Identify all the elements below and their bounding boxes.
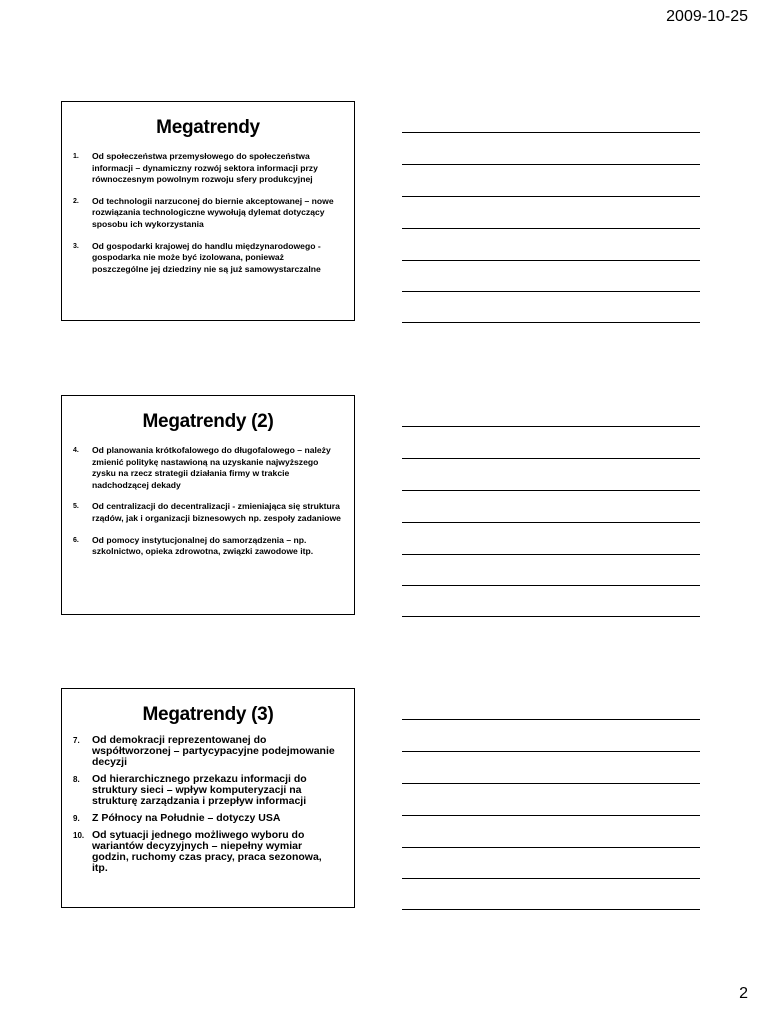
item-text: Z Północy na Południe – dotyczy USA <box>92 812 281 824</box>
item-number: 4. <box>73 447 79 454</box>
item-text: Od centralizacji do decentralizacji - zmieniająca się struktura rządów, jak i organizacji biznesowych np. zespoły zadaniowe <box>92 501 341 523</box>
note-line <box>402 815 700 816</box>
note-line <box>402 322 700 323</box>
print-date: 2009-10-25 <box>666 8 748 25</box>
list-item <box>62 501 354 524</box>
slide-thumbnail-1 <box>61 101 355 321</box>
item-number: 6. <box>73 536 79 544</box>
note-line <box>402 490 700 491</box>
list-item <box>62 196 354 231</box>
note-line <box>402 228 700 229</box>
item-number: 2. <box>73 197 79 205</box>
note-line <box>402 458 700 459</box>
item-text: Od społeczeństwa przemysłowego do społeczeństwa informacji – dynamiczny rozwój sektora informacji przy równoczesnym powolnym rozwoju sfery produkcyjnej <box>92 151 318 185</box>
item-number: 8. <box>73 775 80 784</box>
slide-title: Megatrendy (2) <box>142 411 274 432</box>
slide-thumbnail-3 <box>61 688 355 908</box>
item-text: Od hierarchicznego przekazu informacji do struktury sieci – wpływ komputeryzacji na strukturę zarządzania i przepływ informacji <box>92 773 307 807</box>
slide-list <box>62 151 354 275</box>
note-line <box>402 291 700 292</box>
item-text: Od sytuacji jednego możliwego wyboru do wariantów decyzyjnych – niepełny wymiar godzin, ruchomy czas pracy, praca sezonowa, itp. <box>92 829 322 874</box>
page-number: 2 <box>739 985 748 1002</box>
item-number: 7. <box>73 736 80 745</box>
list-item <box>62 774 354 807</box>
item-text: Od gospodarki krajowej do handlu międzynarodowego - gospodarka nie może być izolowana, ponieważ poszczególne jej dziedziny nie są już samowystarczalne <box>92 240 321 274</box>
item-text: Od pomocy instytucjonalnej do samorządzenia – np. szkolnictwo, opieka zdrowotna, związki zawodowe itp. <box>92 534 314 557</box>
note-line <box>402 426 700 427</box>
note-line <box>402 783 700 784</box>
item-text: Od demokracji reprezentowanej do współtworzonej – partycypacyjne podejmowanie decyzji <box>92 734 335 768</box>
note-line <box>402 554 700 555</box>
note-line <box>402 751 700 752</box>
item-number: 9. <box>73 814 80 823</box>
item-number: 3. <box>73 242 79 250</box>
list-item <box>62 813 354 824</box>
slide-title: Megatrendy (3) <box>142 704 274 725</box>
note-line <box>402 260 700 261</box>
note-line <box>402 909 700 910</box>
note-line <box>402 616 700 617</box>
item-number: 1. <box>73 153 79 160</box>
note-line <box>402 196 700 197</box>
note-line <box>402 719 700 720</box>
slide-list <box>62 445 354 558</box>
list-item <box>62 241 354 276</box>
item-text: Od planowania krótkofalowego do długofalowego – należy zmienić politykę nastawioną na uzyskanie najwyższego zysku na rzecz strategii działania firmy w trakcie nadchodzącej dekady <box>92 445 331 490</box>
note-line <box>402 522 700 523</box>
note-line <box>402 878 700 879</box>
note-line <box>402 847 700 848</box>
item-number: 5. <box>73 503 79 511</box>
list-item <box>62 535 354 558</box>
list-item <box>62 735 354 768</box>
note-line <box>402 132 700 133</box>
item-text: Od technologii narzuconej do biernie akceptowanej – nowe rozwiązania technologiczne wywołują dylemat dotyczący sposobu ich wykorzystania <box>92 195 334 229</box>
note-line <box>402 585 700 586</box>
note-line <box>402 164 700 165</box>
list-item <box>62 445 354 491</box>
slide-thumbnail-2 <box>61 395 355 615</box>
slide-title: Megatrendy <box>156 117 260 138</box>
item-number: 10. <box>73 831 85 840</box>
list-item <box>62 151 354 186</box>
slide-list <box>62 735 354 874</box>
list-item <box>62 830 354 874</box>
